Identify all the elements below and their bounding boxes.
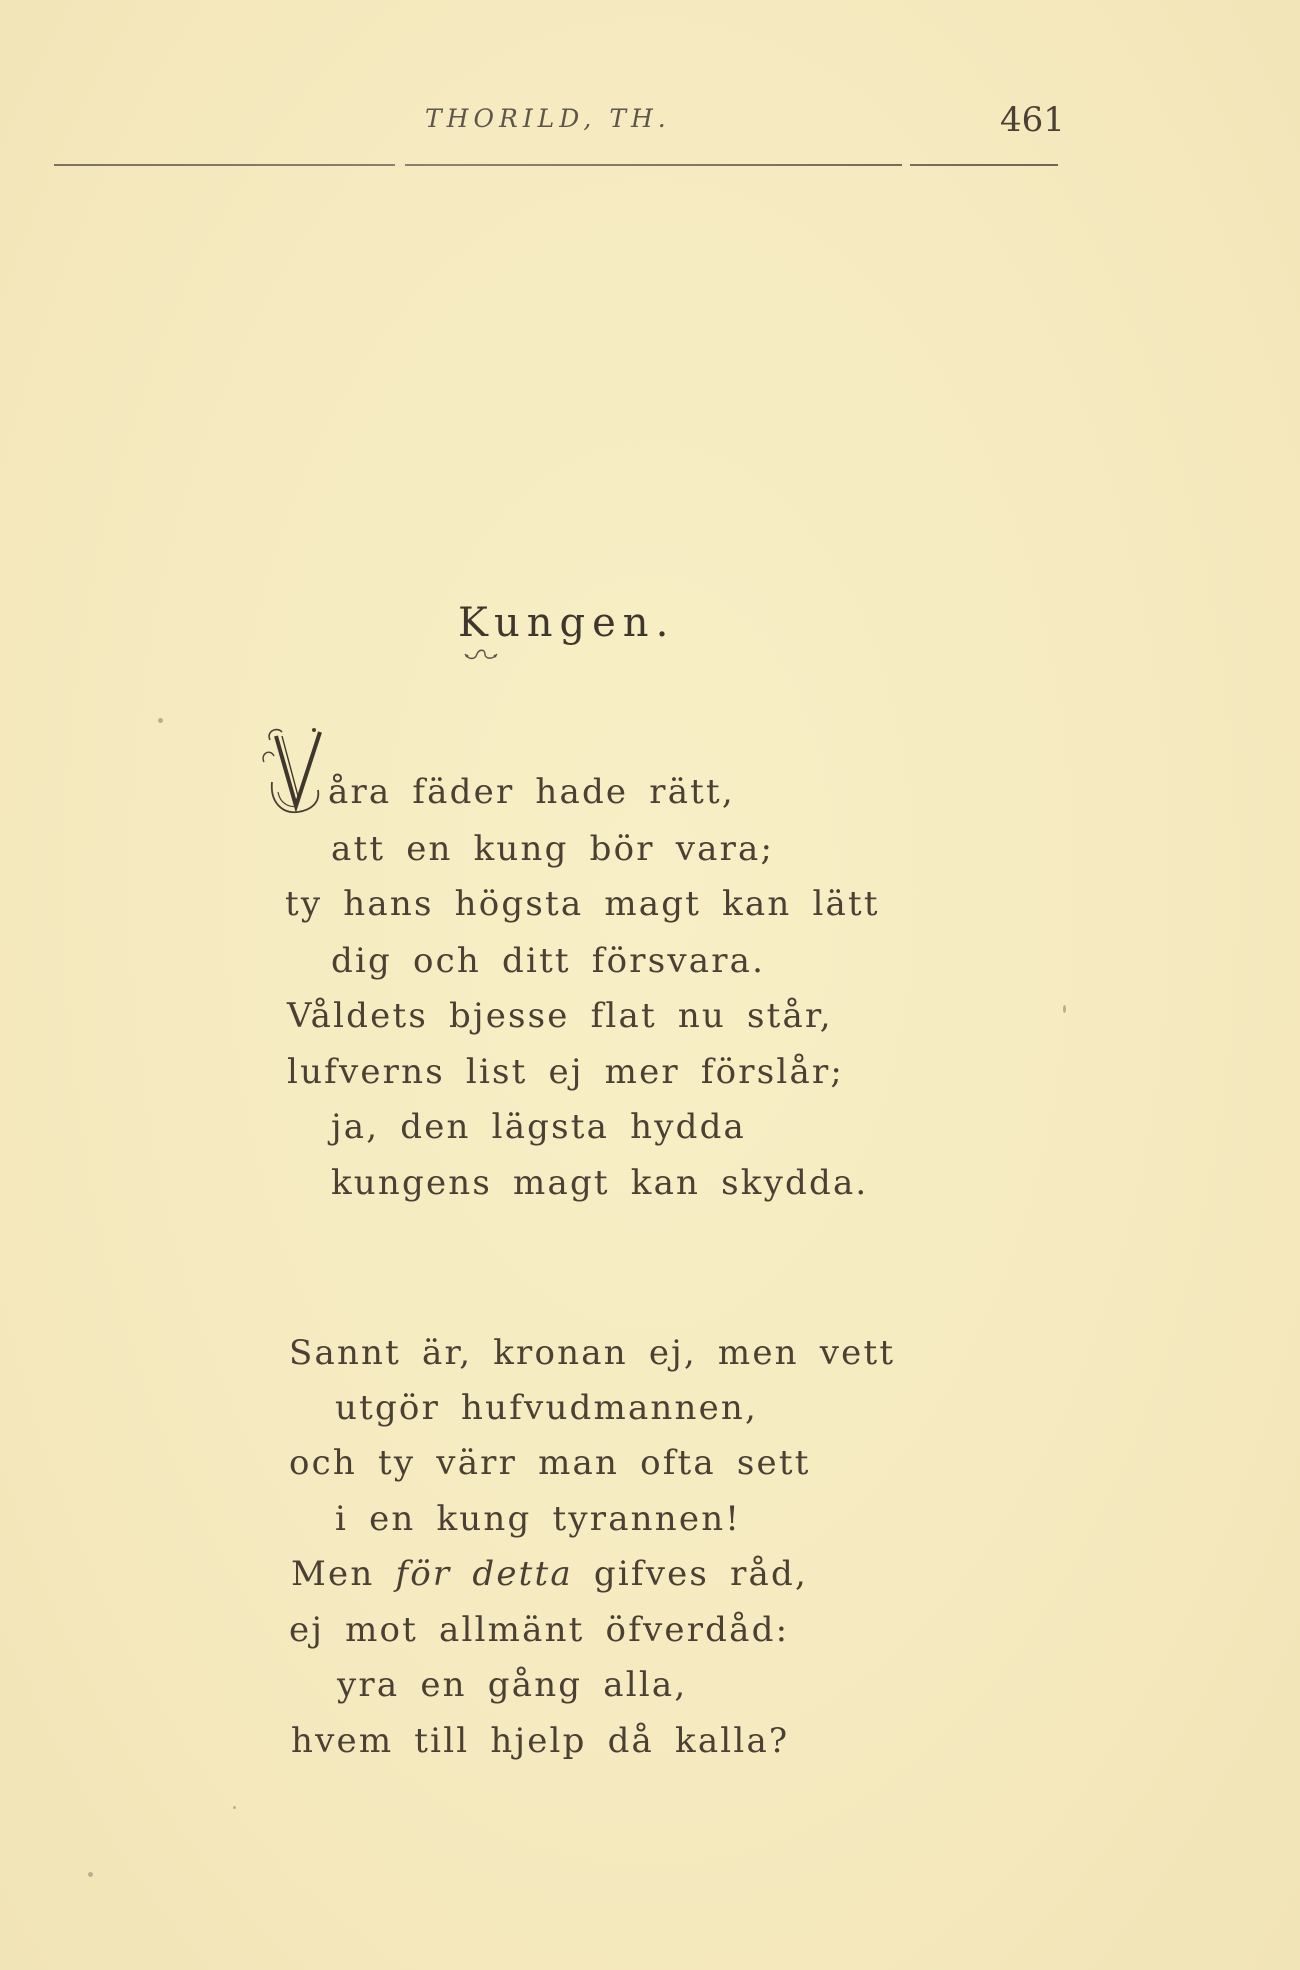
poem-title: Kungen. [458, 600, 676, 646]
poem-line: ja, den lägsta hydda [331, 1107, 747, 1147]
poem-line: ej mot allmänt öfverdåd: [289, 1610, 790, 1650]
poem-line: att en kung bör vara; [331, 829, 775, 869]
poem-line: hvem till hjelp då kalla? [291, 1721, 790, 1761]
poem-line: kungens magt kan skydda. [331, 1163, 869, 1203]
paper-speck [1063, 1005, 1066, 1013]
paper-speck [158, 718, 163, 723]
poem-line: Våldets bjesse flat nu står, [287, 996, 833, 1036]
poem-line: dig och ditt försvara. [331, 941, 766, 981]
poem-line [291, 1554, 808, 1594]
paper-speck [88, 1872, 93, 1877]
running-head: THORILD, TH. [425, 104, 671, 133]
poem-line: lufverns list ej mer förslår; [287, 1052, 845, 1092]
paper-speck [233, 1806, 236, 1809]
dropcap-ornament-v [262, 722, 332, 832]
poem-line: i en kung tyrannen! [335, 1499, 742, 1539]
poem-line: utgör hufvudmannen, [335, 1388, 759, 1428]
poem-line-emphasis: för detta [395, 1554, 573, 1594]
poem-line: och ty värr man ofta sett [289, 1443, 811, 1483]
poem-line: åra fäder hade rätt, [328, 772, 735, 812]
header-rule-break [902, 163, 910, 167]
poem-line-suffix: gifves råd, [593, 1554, 808, 1594]
poem-line-prefix: Men [291, 1554, 375, 1594]
page-number: 461 [1000, 100, 1065, 140]
poem-line: ty hans högsta magt kan lätt [285, 884, 880, 924]
title-flourish-ornament [463, 648, 499, 662]
header-rule-break [395, 163, 405, 167]
poem-line: Sannt är, kronan ej, men vett [289, 1333, 896, 1373]
poem-line: yra en gång alla, [337, 1665, 688, 1705]
